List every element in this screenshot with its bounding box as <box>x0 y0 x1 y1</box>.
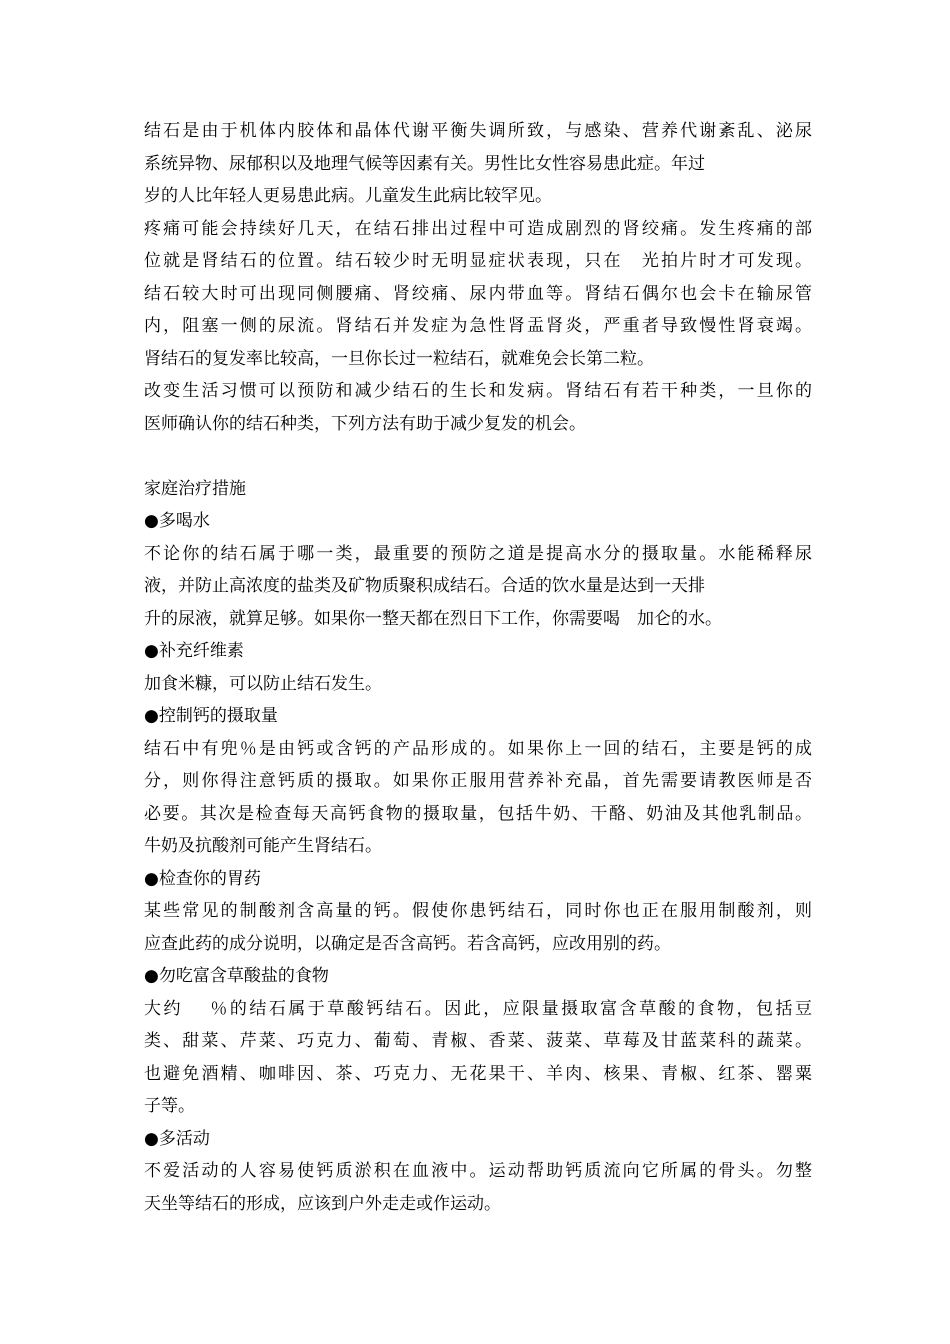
text-line: 不爱活动的人容易使钙质淤积在血液中。运动帮助钙质流向它所属的骨头。勿整 <box>144 1161 812 1181</box>
remedy-item-fiber <box>144 635 812 700</box>
item-heading: ●多活动 <box>144 1128 210 1149</box>
text-line: 结石是由于机体内胶体和晶体代谢平衡失调所致，与感染、营养代谢紊乱、泌尿 <box>144 121 812 141</box>
text-line: 内，阻塞一侧的尿流。肾结石并发症为急性肾盂肾炎，严重者导致慢性肾衰竭。 <box>144 316 812 336</box>
text-line: 位就是肾结石的位置。结石较少时无明显症状表现，只在 光拍片时才可发现。 <box>144 251 812 271</box>
text-line: 疼痛可能会持续好几天，在结石排出过程中可造成剧烈的肾绞痛。发生疼痛的部 <box>144 218 812 239</box>
item-heading: ●多喝水 <box>144 511 210 531</box>
remedy-item-calcium <box>144 700 812 863</box>
text-line: 牛奶及抗酸剂可能产生肾结石。 <box>144 836 382 856</box>
item-heading: ●勿吃富含草酸盐的食物 <box>144 966 329 986</box>
text-line: 岁的人比年轻人更易患此病。儿童发生此病比较罕见。 <box>144 186 552 206</box>
document-page <box>144 115 812 1220</box>
text-line: 结石中有兜％是由钙或含钙的产品形成的。如果你上一回的结石，主要是钙的成 <box>144 738 812 759</box>
intro-paragraphs <box>144 115 812 440</box>
text-line: 类、甜菜、芹菜、巧克力、葡萄、青椒、香菜、菠菜、草莓及甘蓝菜科的蔬菜。 <box>144 1031 812 1051</box>
item-heading: ●检查你的胃药 <box>144 868 261 889</box>
text-line: 结石较大时可出现同侧腰痛、肾绞痛、尿内带血等。肾结石偶尔也会卡在输尿管 <box>144 283 812 304</box>
text-line: 天坐等结石的形成，应该到户外走走或作运动。 <box>144 1193 501 1214</box>
remedy-item-exercise <box>144 1123 812 1221</box>
item-heading: ●补充纤维素 <box>144 641 244 661</box>
text-line: 不论你的结石属于哪一类，最重要的预防之道是提高水分的摄取量。水能稀释尿 <box>144 543 812 564</box>
text-line: 某些常见的制酸剂含高量的钙。假使你患钙结石，同时你也正在服用制酸剂，则 <box>144 901 812 921</box>
text-line: 升的尿液，就算足够。如果你一整天都在烈日下工作，你需要喝 加仑的水。 <box>144 608 722 629</box>
text-line: 也避免酒精、咖啡因、茶、巧克力、无花果干、羊肉、核果、青椒、红茶、罂粟 <box>144 1063 812 1084</box>
text-line: 系统异物、尿郁积以及地理气候等因素有关。男性比女性容易患此症。年过 <box>144 153 705 174</box>
text-line: 加食米糠，可以防止结石发生。 <box>144 673 382 694</box>
item-heading: ●控制钙的摄取量 <box>144 706 278 726</box>
text-line: 改变生活习惯可以预防和减少结石的生长和发病。肾结石有若干种类，一旦你的 <box>144 381 812 401</box>
text-line: 子等。 <box>144 1096 195 1116</box>
text-line: 大约 ％的结石属于草酸钙结石。因此，应限量摄取富含草酸的食物，包括豆 <box>144 998 812 1019</box>
text-line: 液，并防止高浓度的盐类及矿物质聚积成结石。合适的饮水量是达到一天排 <box>144 576 705 596</box>
text-line: 医师确认你的结石种类，下列方法有助于减少复发的机会。 <box>144 413 586 434</box>
text-line: 分，则你得注意钙质的摄取。如果你正服用营养补充晶，首先需要请教医师是否 <box>144 771 812 791</box>
remedy-item-water <box>144 505 812 635</box>
section-title: 家庭治疗措施 <box>144 478 246 499</box>
paragraph-spacer <box>144 440 812 473</box>
text-line: 必要。其次是检查每天高钙食物的摄取量，包括牛奶、干酪、奶油及其他乳制品。 <box>144 803 812 824</box>
text-line: 肾结石的复发率比较高，一旦你长过一粒结石，就难免会长第二粒。 <box>144 348 654 369</box>
text-line: 应查此药的成分说明，以确定是否含高钙。若含高钙，应改用别的药。 <box>144 933 671 954</box>
remedy-item-antacid <box>144 863 812 961</box>
remedy-item-oxalate <box>144 960 812 1123</box>
